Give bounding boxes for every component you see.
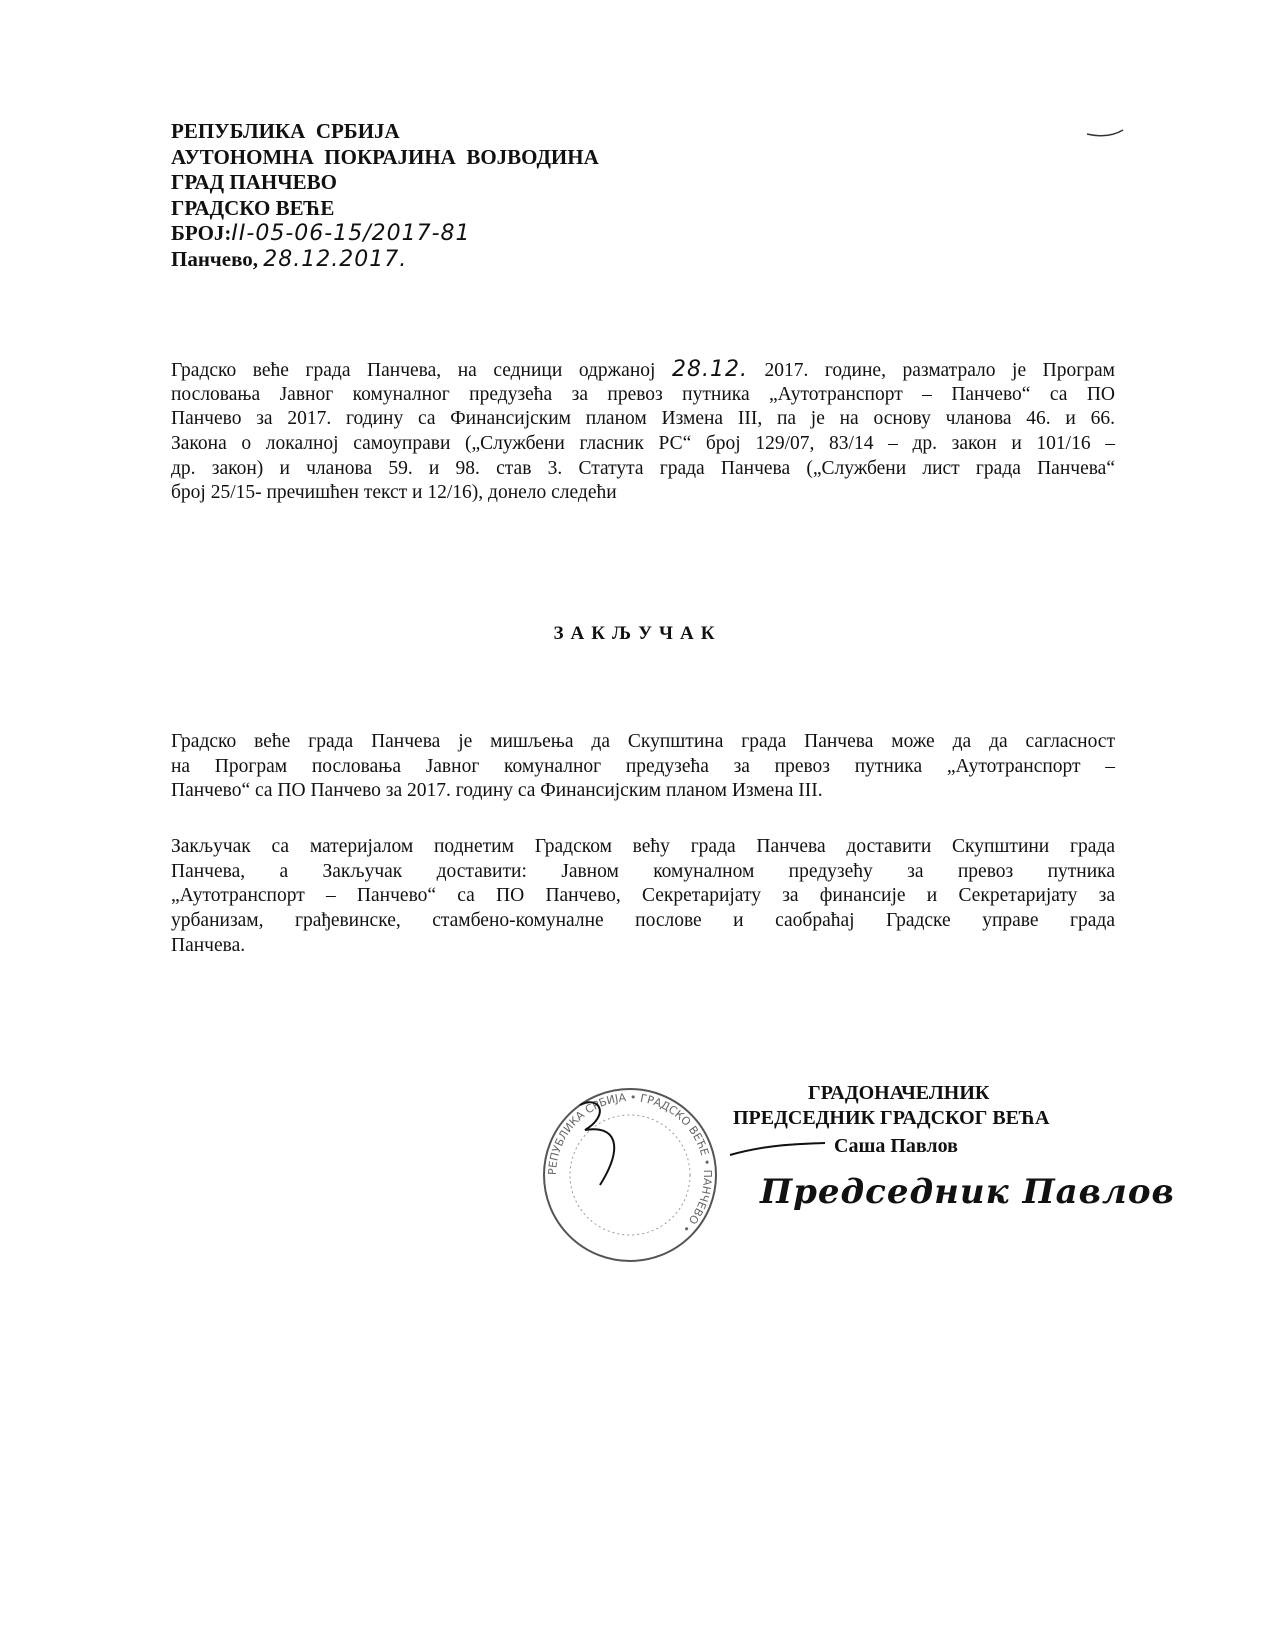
intro-line: Градско веће града Панчева, на седници одржаној 28.12. 2017. године, разматрало је Програм	[171, 357, 1115, 382]
number-value: II-05-06-15/2017-81	[231, 221, 471, 246]
conclusion-paragraph-1	[171, 730, 1115, 804]
conclusion-paragraph-2	[171, 835, 1115, 958]
letterhead-country: РЕПУБЛИКА СРБИЈА	[171, 119, 400, 143]
intro-line: Панчево за 2017. годину са Финансијским планом Измена III, па је на основу чланова 46. и 66.	[171, 408, 1115, 430]
paragraph-line: на Програм пословања Јавног комуналног предузећа за превоз путника „Аутотранспорт –	[171, 755, 1115, 777]
paragraph-line: Градско веће града Панчева је мишљења да Скупштина града Панчева може да да сагласност	[171, 731, 1115, 752]
date-value: 28.12.2017.	[263, 246, 408, 272]
intro-line: др. закон) и чланова 59. и 98. став 3. Статута града Панчева („Службени лист града Панчева“	[171, 457, 1115, 479]
signatory-title-president: ПРЕДСЕДНИК ГРАДСКОГ ВЕЋА	[733, 1107, 1050, 1129]
letterhead	[171, 119, 599, 272]
paragraph-line: „Аутотранспорт – Панчево“ са ПО Панчево, Секретаријату за финансије и Секретаријату за	[171, 885, 1115, 907]
number-label: БРОЈ:	[171, 221, 232, 245]
signatory-title-mayor: ГРАДОНАЧЕЛНИК	[808, 1082, 990, 1104]
intro-paragraph	[171, 358, 1115, 506]
place-label: Панчево,	[171, 246, 259, 271]
document-title: ЗАКЉУЧАК	[553, 623, 722, 644]
paragraph-line: Панчева.	[171, 934, 246, 956]
session-date: 28.12.	[671, 357, 748, 382]
letterhead-province: АУТОНОМНА ПОКРАЈИНА ВОЈВОДИНА	[171, 144, 599, 169]
signature-stroke	[725, 1140, 830, 1160]
intro-line: пословања Јавног комуналног предузећа за превоз путника „Аутотранспорт – Панчево“ са ПО	[171, 383, 1115, 405]
intro-line: Закона о локалној самоуправи („Службени гласник РС“ број 129/07, 83/14 – др. закон и 101/16 –	[171, 433, 1115, 455]
place-date	[171, 247, 599, 273]
letterhead-city: ГРАД ПАНЧЕВО	[171, 170, 337, 194]
signatory-name: Саша Павлов	[834, 1135, 958, 1157]
document-number	[171, 221, 599, 247]
letterhead-council: ГРАДСКО ВЕЋЕ	[171, 195, 335, 220]
paragraph-line: Панчева, а Закључак доставити: Јавном комуналном предузећу за превоз путника	[171, 860, 1115, 882]
scan-mark	[1085, 128, 1125, 138]
intro-line: број 25/15- пречишћен текст и 12/16), донело следећи	[171, 482, 617, 504]
paragraph-line: урбанизам, грађевинске, стамбено-комуналне послове и саобраћај Градске управе града	[171, 910, 1115, 932]
official-stamp	[540, 1085, 720, 1265]
svg-text:РЕПУБЛИКА СРБИЈА • ГРАДСКО ВЕЋ: РЕПУБЛИКА СРБИЈА • ГРАДСКО ВЕЋЕ • ПАНЧЕВО •	[545, 1090, 715, 1236]
handwritten-signature: Председник Павлов	[760, 1172, 1175, 1212]
paragraph-line: Закључак са материјалом поднетим Градском већу града Панчева доставити Скупштини града	[171, 836, 1115, 857]
paragraph-line: Панчево“ са ПО Панчево за 2017. годину са Финансијским планом Измена III.	[171, 780, 823, 802]
